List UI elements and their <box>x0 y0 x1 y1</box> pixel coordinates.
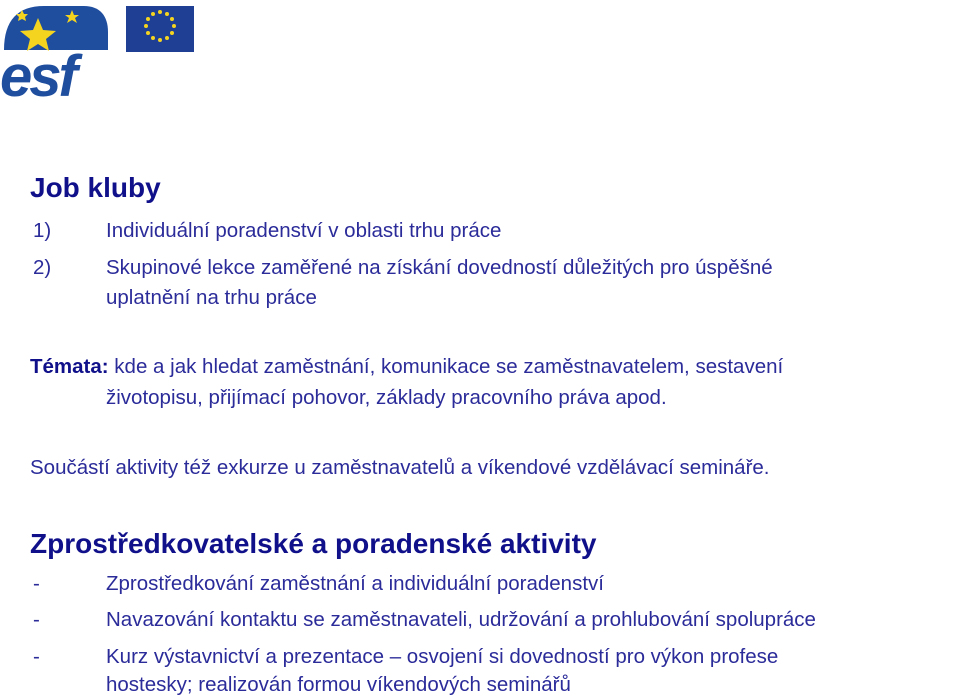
dash-item-2-line-1: Navazování kontaktu se zaměstnavateli, udržování a prohlubování spolupráce <box>106 608 816 631</box>
esf-logo <box>0 0 200 100</box>
section-title-job-kluby: Job kluby <box>30 172 161 203</box>
esf-wordmark: esf <box>0 44 75 100</box>
dash-marker-1: - <box>33 572 40 595</box>
list-marker-1: 1) <box>33 219 52 242</box>
dash-item-3-line-2: hostesky; realizován formou víkendových seminářů <box>106 673 571 696</box>
section-title-poradenske-aktivity: Zprostředkovatelské a poradenské aktivity <box>30 528 597 559</box>
topics-label: Témata: <box>30 355 109 378</box>
dash-marker-3: - <box>33 645 40 668</box>
activity-note: Součástí aktivity též exkurze u zaměstnavatelů a víkendové vzdělávací semináře. <box>30 456 770 479</box>
list-item-2-line-2: uplatnění na trhu práce <box>106 286 317 309</box>
dash-item-3-line-1: Kurz výstavnictví a prezentace – osvojení si dovedností pro výkon profese <box>106 645 779 668</box>
list-marker-2: 2) <box>33 256 52 279</box>
list-item-2-line-1: Skupinové lekce zaměřené na získání dovedností důležitých pro úspěšné <box>106 256 773 279</box>
list-item-1-line-1: Individuální poradenství v oblasti trhu práce <box>106 219 502 242</box>
dash-marker-2: - <box>33 608 40 631</box>
topics-line-2: životopisu, přijímací pohovor, základy pracovního práva apod. <box>106 386 667 409</box>
dash-item-1-line-1: Zprostředkování zaměstnání a individuální poradenství <box>106 572 604 595</box>
topics-text-1: kde a jak hledat zaměstnání, komunikace se zaměstnavatelem, sestavení <box>108 355 784 378</box>
topics-line-1 <box>30 355 783 379</box>
